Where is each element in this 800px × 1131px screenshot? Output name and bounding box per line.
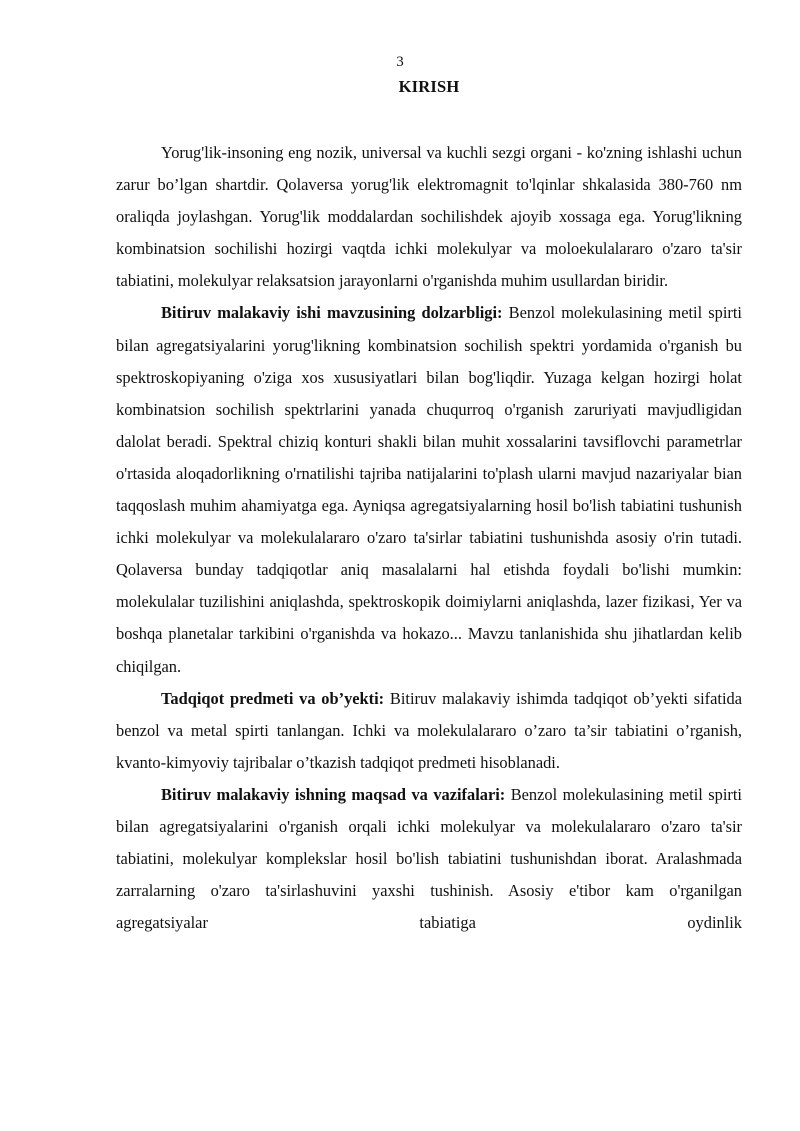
paragraph-text: Yorug'lik-insoning eng nozik, universal va kuchli sezgi organi - ko'zning ishlashi uchun zarur bo’lgan shartdir. Qolaversa yorug'lik elektromagnit to'lqinlar shkalasida 380-760 nm oraliqda joylashgan. Yorug'lik moddalardan sochilishdek ajoyib xossaga ega. Yorug'likning kombinatsion sochilishi hozirgi vaqtda ichki molekulyar va moloekulalararo o'zaro ta'sir tabiatini, molekulyar relaksatsion jarayonlarni o'rganishda muhim usullardan biridir. [116, 143, 742, 291]
paragraph-intro [116, 137, 742, 297]
paragraph-goals [116, 779, 742, 939]
paragraph-lead: Bitiruv malakaviy ishi mavzusining dolzarbligi: [161, 303, 503, 323]
paragraph-text: Benzol molekulasining metil spirti bilan agregatsiyalarini yorug'likning kombinatsion sochilish spektri yordamida o'rganish bu spektroskopiyaning o'ziga xos xususiyatlari bilan bog'liqdir. Yuzaga kelgan hozirgi holat kombinatsion sochilish spektrlarini yanada chuqurroq o'rganish zaruriyati mavjudligidan dalolat beradi. Spektral chiziq konturi shakli bilan muhit xossalarini tavsiflovchi parametrlar o'rtasida aloqadorlikning o'rnatilishi tajriba natijalarini to'plash ularni mavjud nazariyalar bian taqqoslash muhim ahamiyatga ega. Ayniqsa agregatsiyalarning hosil bo'lish tabiatini tushunish ichki molekulyar va molekulalararo o'zaro ta'sirlar tabiatini tushunishda asosiy o'rin tutadi. Qolaversa bunday tadqiqotlar aniq masalalarni hal etishda foydali bo'lishi mumkin: molekulalar tuzilishini aniqlashda, spektroskopik doimiylarni aniqlashda, lazer fizikasi, Yer va boshqa planetalar tarkibini o'rganishda va hokazo... Mavzu tanlanishida shu jihatlardan kelib chiqilgan. [116, 303, 742, 676]
paragraph-lead: Tadqiqot predmeti va ob’yekti: [161, 688, 385, 708]
paragraph-subject-object [116, 683, 742, 779]
paragraph-relevance [116, 297, 742, 682]
paragraph-text: Bitiruv malakaviy ishimda tadqiqot ob’yekti sifatida benzol va metal spirti tanlangan. Ichki va molekulalararo o’zaro ta’sir tabiatini o’rganish, kvanto-kimyoviy tajribalar o’tkazish tadqiqot predmeti hisoblanadi. [116, 688, 742, 772]
paragraph-lead: Bitiruv malakaviy ishning maqsad va vazifalari: [161, 784, 506, 804]
paragraph-text: Benzol molekulasining metil spirti bilan agregatsiyalarini o'rganish orqali ichki molekulyar va molekulalararo o'zaro ta'sir tabiatini, molekulyar komplekslar hosil bo'lish tabiatini tushunishdan iborat. Aralashmada zarralarning o'zaro ta'sirlashuvini yaxshi tushinish. Asosiy e'tibor kam o'rganilgan agregatsiyalar tabiatiga oydinlik [116, 784, 742, 933]
body-text [116, 137, 742, 939]
section-heading: KIRISH [398, 77, 460, 96]
page-number: 3 [396, 54, 404, 70]
